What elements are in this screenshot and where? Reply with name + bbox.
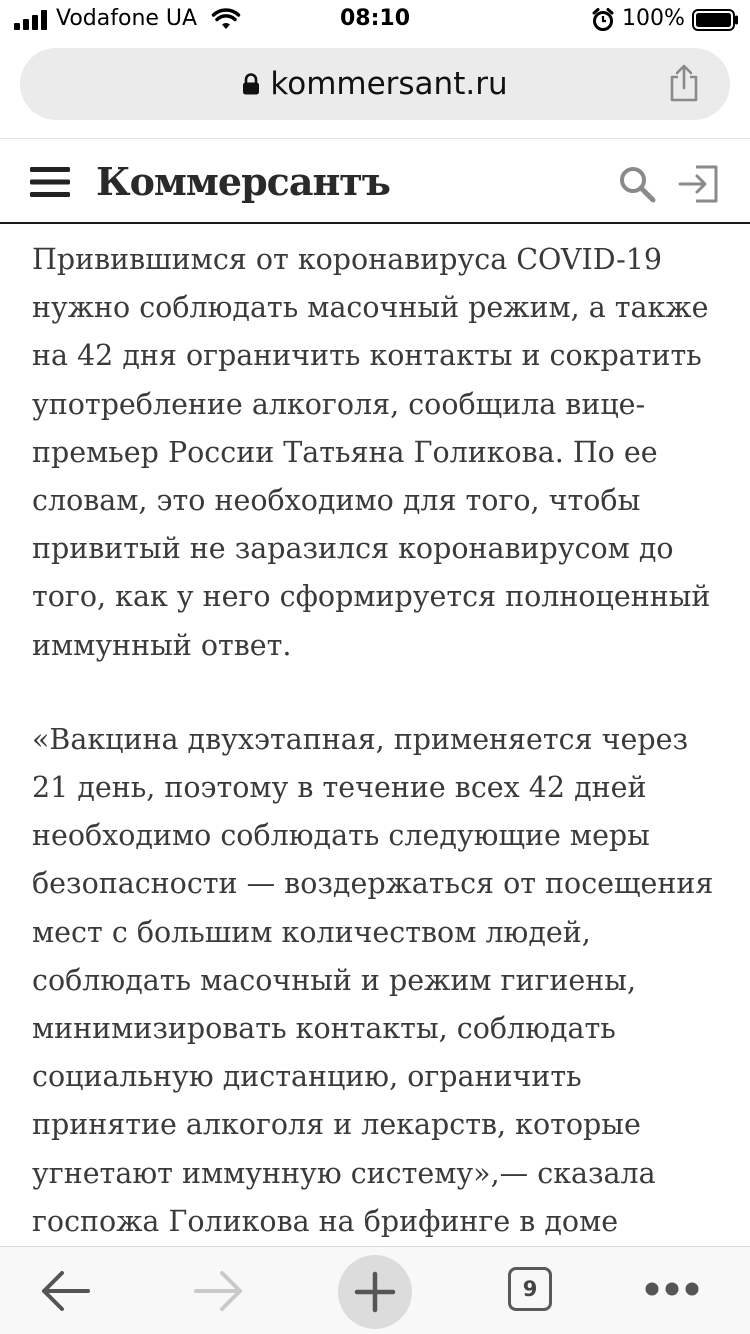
browser-toolbar — [0, 1246, 750, 1334]
alarm-icon — [592, 8, 614, 32]
url-text[interactable]: kommersant.ru — [270, 66, 508, 102]
article-paragraph: Привившимся от коронавируса COVID-19 нужно соблюдать масочный режим, а также на 42 дня ограничить контакты и сократить употребление алкоголя, сообщила вице-премьер России Татьяна Голикова. По ее словам, это необходимо для того, чтобы привитый не заразился коронавирусом до того, как у него сформируется полноценный иммунный ответ. — [32, 243, 711, 662]
more-icon[interactable] — [644, 1281, 700, 1297]
battery-icon — [692, 9, 740, 31]
site-header — [0, 138, 750, 224]
share-icon[interactable] — [668, 64, 700, 102]
site-logo[interactable]: Коммерсантъ — [96, 159, 390, 204]
menu-icon[interactable] — [30, 167, 70, 197]
login-icon[interactable] — [678, 165, 720, 203]
carrier-name: Vodafone UA — [56, 6, 198, 31]
address-bar[interactable] — [20, 48, 730, 120]
lock-icon — [242, 73, 260, 95]
status-bar — [0, 0, 750, 40]
new-tab-button[interactable] — [338, 1255, 412, 1329]
article-body — [32, 236, 732, 1246]
back-arrow-icon[interactable] — [38, 1269, 92, 1313]
article-paragraph: «Вакцина двухэтапная, применяется через 21 день, поэтому в течение всех 42 дней необходимо соблюдать следующие меры безопасности — воздержаться от посещения мест с большим количеством людей, соблюдать масочный и режим гигиены, минимизировать контакты, соблюдать социальную дистанцию, ограничить принятие алкоголя и лекарств, которые угнетают иммунную систему»,— сказала госпожа Голикова на брифинге в доме — [32, 722, 714, 1238]
tab-count: 9 — [522, 1277, 538, 1301]
battery-percent: 100% — [622, 6, 685, 31]
forward-arrow-icon[interactable] — [192, 1269, 246, 1313]
status-time: 08:10 — [339, 6, 411, 31]
tabs-icon[interactable] — [508, 1267, 552, 1311]
plus-icon — [355, 1272, 395, 1312]
search-icon[interactable] — [618, 165, 656, 203]
